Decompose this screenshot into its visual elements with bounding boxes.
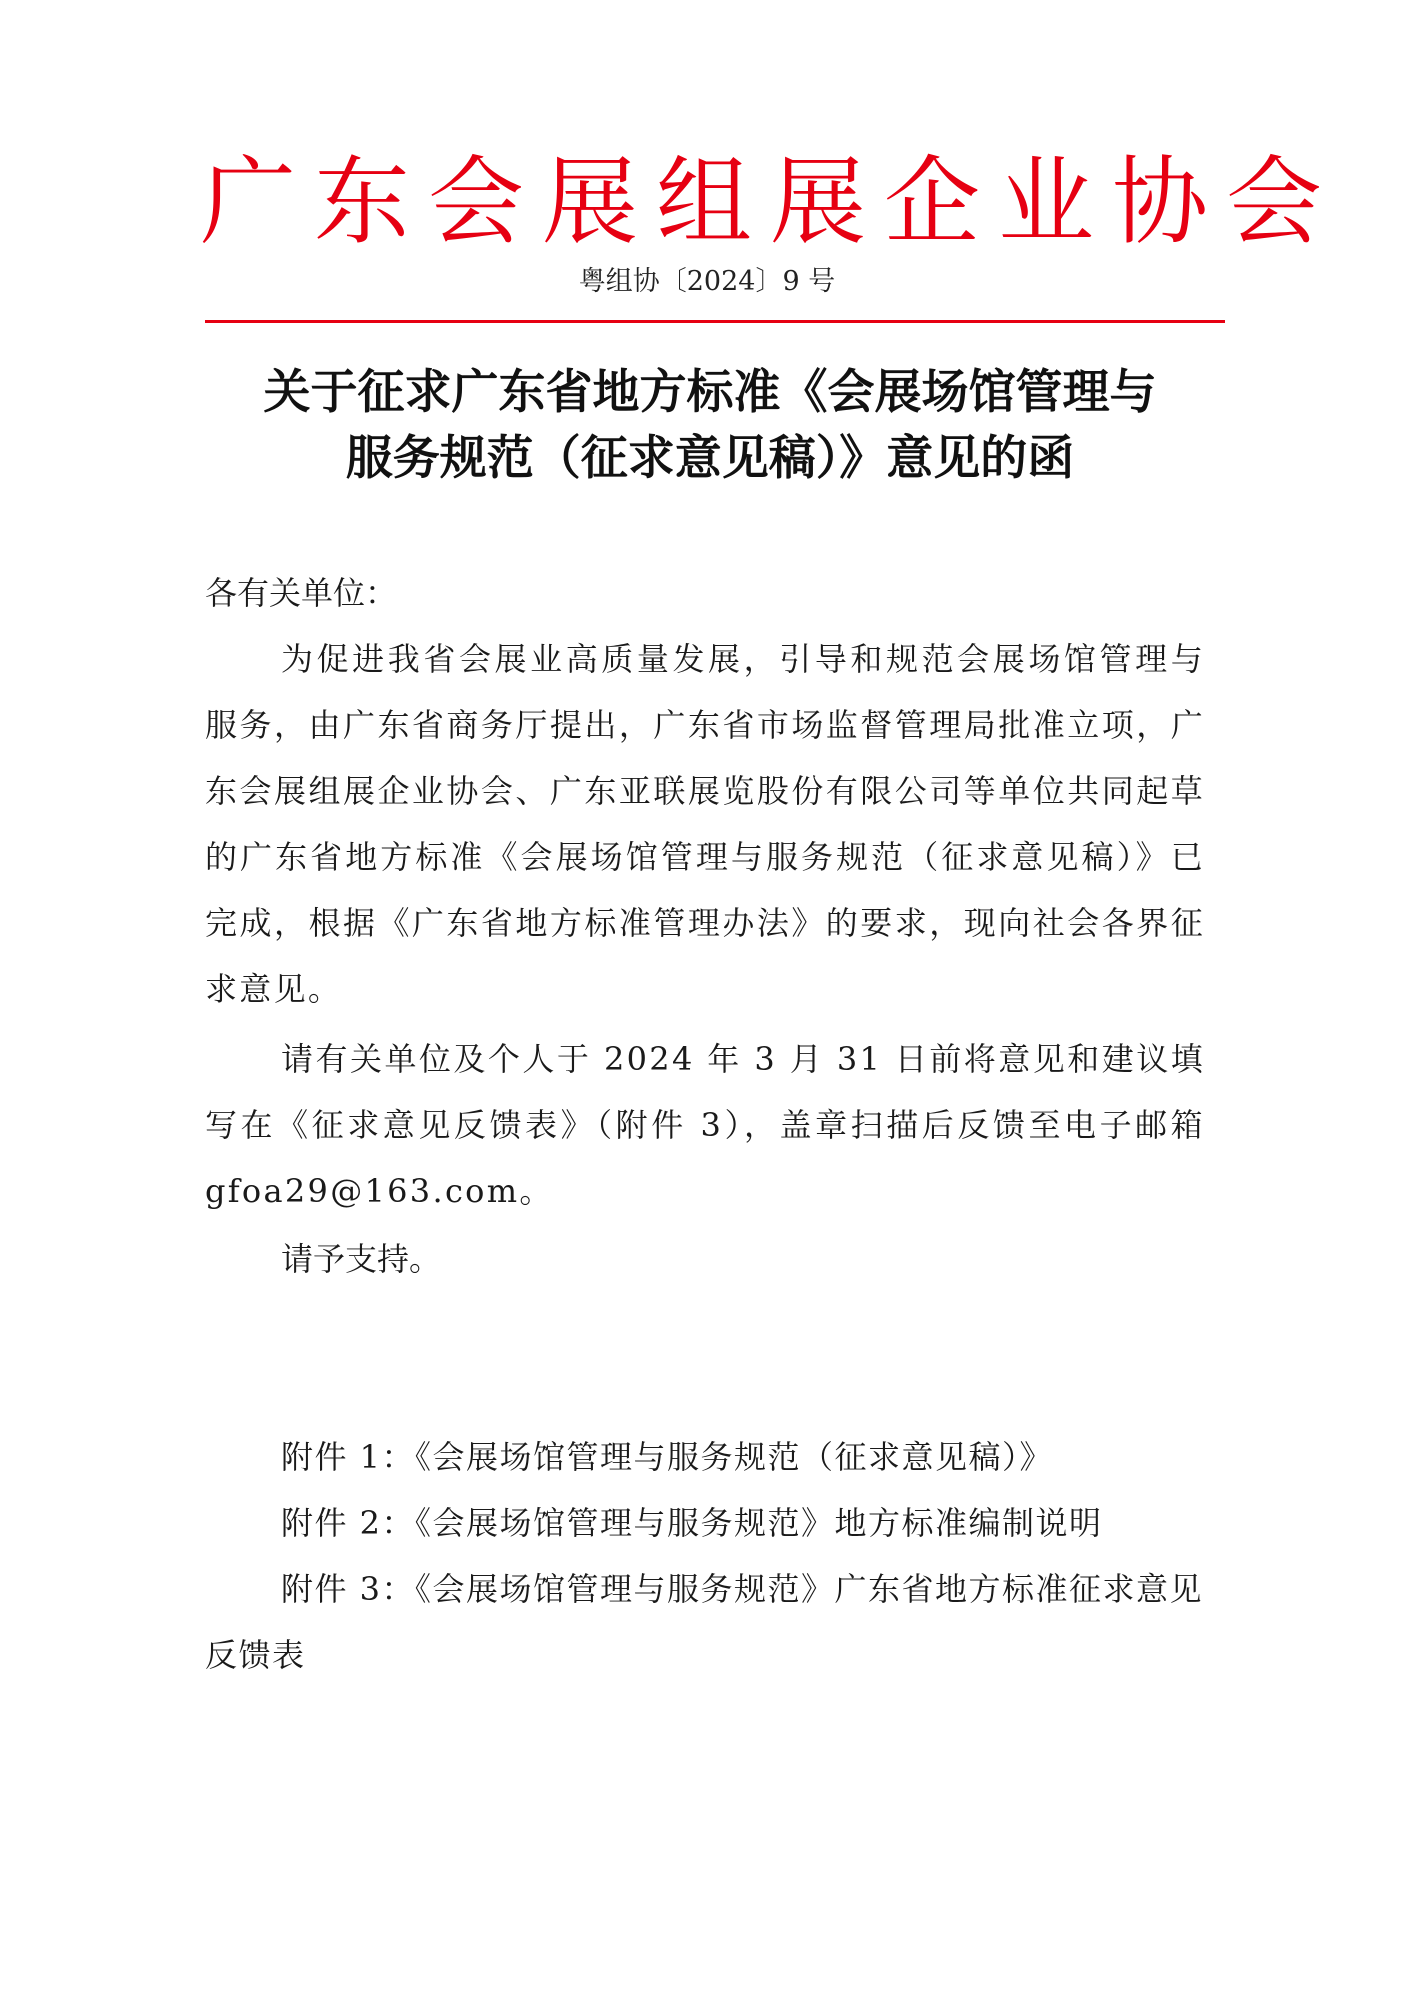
document-title-line-2: 服务规范（征求意见稿）》意见的函 [345,431,1075,486]
document-title [180,360,1240,492]
attachment-item-2: 附件 2：《会展场馆管理与服务规范》地方标准编制说明 [281,1504,1103,1542]
salutation: 各有关单位： [205,574,398,612]
attachment-item-3: 附件 3：《会展场馆管理与服务规范》广东省地方标准征求意见反馈表 [205,1570,1204,1674]
attachment-item-1: 附件 1：《会展场馆管理与服务规范（征求意见稿）》 [281,1438,1054,1476]
body-paragraph-closing: 请予支持。 [281,1240,442,1278]
body-paragraph-feedback-request: 请有关单位及个人于 2024 年 3 月 31 日前将意见和建议填写在《征求意见反馈表》（附件 3），盖章扫描后反馈至电子邮箱 gfoa29@163.com。 [205,1040,1205,1210]
document-number: 粤组协〔2024〕9 号 [578,266,836,297]
organization-name: 广东会展组展企业协会 [200,146,1340,258]
header-divider [205,320,1225,323]
document-title-line-1: 关于征求广东省地方标准《会展场馆管理与 [263,365,1157,420]
body-paragraph-purpose: 为促进我省会展业高质量发展，引导和规范会展场馆管理与服务，由广东省商务厅提出，广东省市场监督管理局批准立项，广东会展组展企业协会、广东亚联展览股份有限公司等单位共同起草的广东省地方标准《会展场馆管理与服务规范（征求意见稿）》已完成，根据《广东省地方标准管理办法》的要求，现向社会各界征求意见。 [205,640,1205,1008]
